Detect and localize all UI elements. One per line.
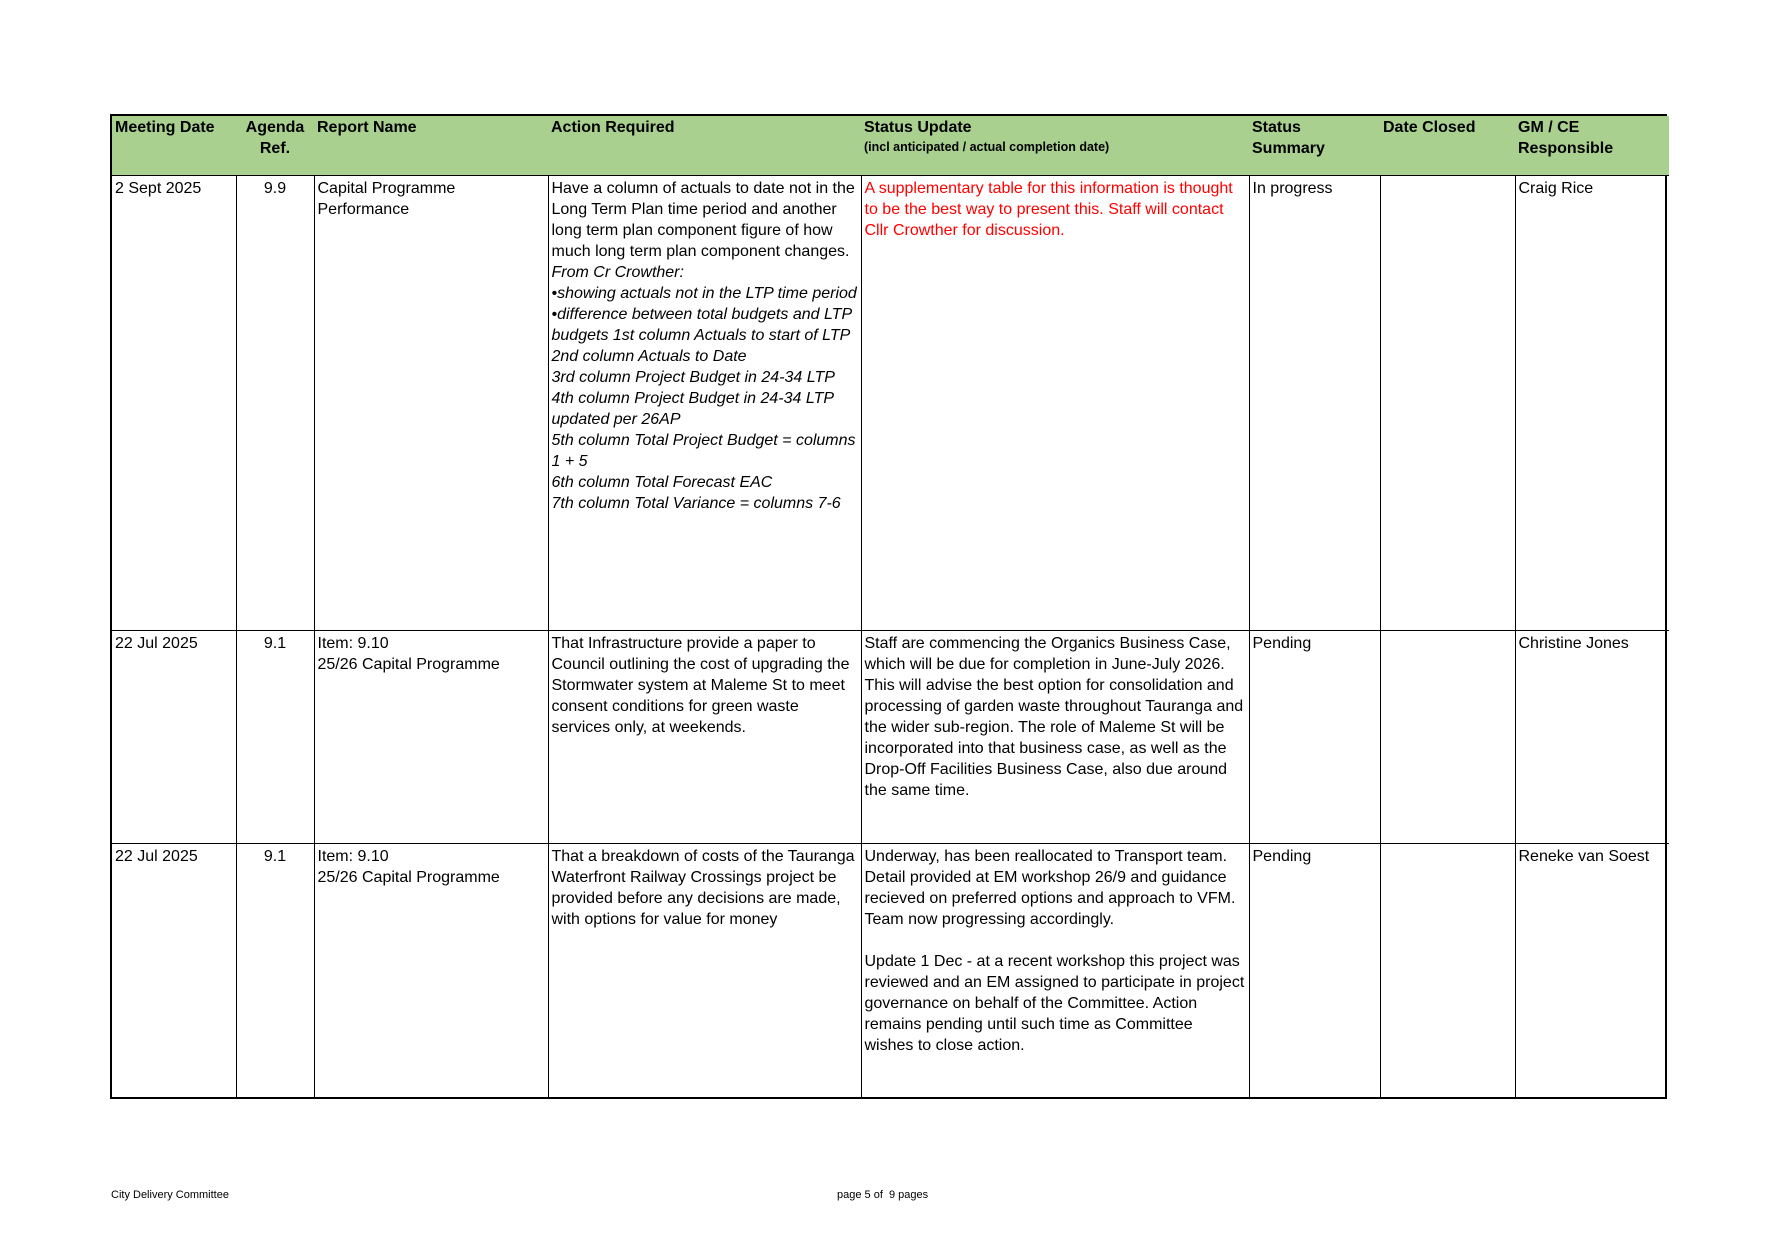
cell-report-name (314, 844, 548, 1097)
header-status-update (861, 116, 1249, 176)
cell-status-summary: Pending (1249, 631, 1380, 844)
cell-date-closed (1380, 631, 1515, 844)
cell-responsible: Reneke van Soest (1515, 844, 1669, 1097)
paragraph-gap (865, 930, 1246, 951)
action-required-italic-line: From Cr Crowther: (551, 264, 684, 281)
header-status-update-title: Status Update (864, 119, 972, 136)
status-update-paragraph: Update 1 Dec - at a recent workshop this project was reviewed and an EM assigned to participate in project governance on behalf of the Committee. Action remains pending until such time as Committee wishes to close action. (864, 953, 1245, 1054)
footer-committee-name: City Delivery Committee (111, 1189, 229, 1201)
table-row (112, 844, 1669, 1097)
cell-date-closed (1380, 844, 1515, 1097)
action-required-italic-line: 3rd column Project Budget in 24-34 LTP (551, 369, 835, 386)
cell-date-closed (1380, 176, 1515, 631)
header-meeting-date: Meeting Date (112, 116, 236, 176)
report-name-line: Item: 9.10 (317, 635, 389, 652)
header-status-update-subtitle: (incl anticipated / actual completion date) (864, 140, 1110, 154)
report-name-line: Capital Programme (317, 180, 456, 197)
cell-status-summary: In progress (1249, 176, 1380, 631)
table-header (112, 116, 1669, 176)
action-required-italic-line: 5th column Total Project Budget = columns 1 + 5 (551, 432, 856, 470)
cell-report-name (314, 631, 548, 844)
footer-page-number: page 5 of 9 pages (837, 1189, 929, 1201)
action-required-italic-line: 7th column Total Variance = columns 7-6 (551, 495, 841, 512)
status-update-paragraph: Staff are commencing the Organics Business Case, which will be due for completion in June-July 2026. This will advise the best option for consolidation and processing of garden waste throughout Tauranga and the wider sub-region. The role of Maleme St will be incorporated into that business case, as well as the Drop-Off Facilities Business Case, also due around the same time. (864, 635, 1244, 799)
table-row (112, 631, 1669, 844)
cell-action-required (548, 176, 861, 631)
cell-action-required (548, 631, 861, 844)
status-update-paragraph: Underway, has been reallocated to Transport team. Detail provided at EM workshop 26/9 and guidance recieved on preferred options and approach to VFM. Team now progressing accordingly. (864, 848, 1236, 928)
cell-meeting-date: 22 Jul 2025 (112, 844, 236, 1097)
table-row (112, 176, 1669, 631)
cell-responsible: Craig Rice (1515, 176, 1669, 631)
cell-agenda-ref: 9.1 (236, 631, 314, 844)
status-update-paragraph: A supplementary table for this information is thought to be the best way to present this. Staff will contact Cllr Crowther for discussion. (864, 180, 1233, 239)
report-name-line: Item: 9.10 (317, 848, 389, 865)
cell-agenda-ref: 9.1 (236, 844, 314, 1097)
report-name-line: 25/26 Capital Programme (317, 869, 500, 886)
header-action-required: Action Required (548, 116, 861, 176)
cell-action-required (548, 844, 861, 1097)
action-required-text: Have a column of actuals to date not in the Long Term Plan time period and another long term plan component figure of how much long term plan component changes. (551, 180, 855, 260)
action-required-italic-line: 6th column Total Forecast EAC (551, 474, 773, 491)
header-report-name: Report Name (314, 116, 548, 176)
action-required-italic-line: 4th column Project Budget in 24-34 LTP updated per 26AP (551, 390, 834, 428)
action-required-italic-line: •showing actuals not in the LTP time period (551, 285, 857, 302)
cell-status-update (861, 176, 1249, 631)
action-required-italic-line: •difference between total budgets and LTP budgets 1st column Actuals to start of LTP (551, 306, 852, 344)
header-responsible: GM / CE Responsible (1515, 116, 1669, 176)
cell-status-summary: Pending (1249, 844, 1380, 1097)
cell-status-update (861, 631, 1249, 844)
cell-agenda-ref: 9.9 (236, 176, 314, 631)
cell-meeting-date: 22 Jul 2025 (112, 631, 236, 844)
cell-report-name (314, 176, 548, 631)
report-name-line: Performance (317, 201, 410, 218)
cell-meeting-date: 2 Sept 2025 (112, 176, 236, 631)
action-required-text: That a breakdown of costs of the Tauranga Waterfront Railway Crossings project be provided before any decisions are made, with options for value for money (551, 848, 855, 928)
report-name-line: 25/26 Capital Programme (317, 656, 500, 673)
table-body (112, 176, 1669, 1097)
header-status-summary: Status Summary (1249, 116, 1380, 176)
action-required-text: That Infrastructure provide a paper to Council outlining the cost of upgrading the Stormwater system at Maleme St to meet consent conditions for green waste services only, at weekends. (551, 635, 850, 736)
action-required-italic-line: 2nd column Actuals to Date (551, 348, 747, 365)
cell-status-update (861, 844, 1249, 1097)
action-register-table-wrap (110, 114, 1667, 1099)
header-agenda-ref: Agenda Ref. (236, 116, 314, 176)
cell-responsible: Christine Jones (1515, 631, 1669, 844)
header-date-closed: Date Closed (1380, 116, 1515, 176)
action-register-table (112, 116, 1669, 1097)
